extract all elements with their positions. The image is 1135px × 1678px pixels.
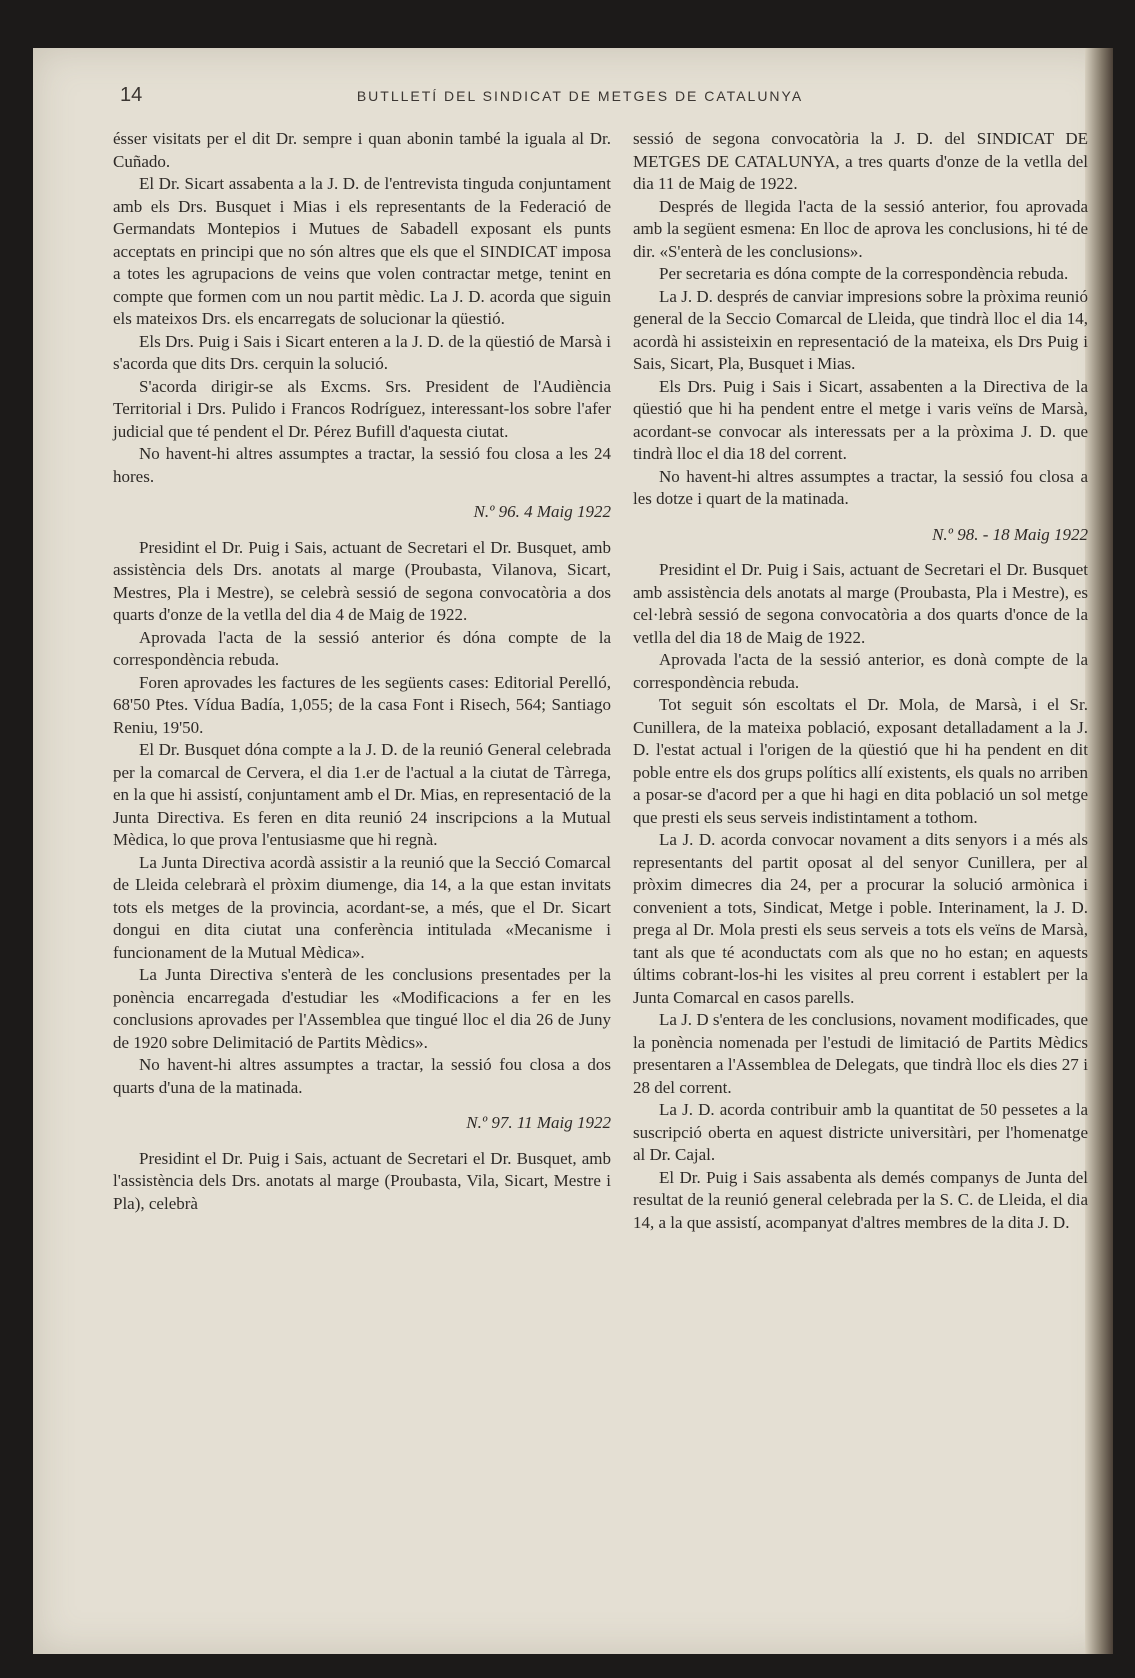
paragraph: La Junta Directiva acordà assistir a la reunió que la Secció Comarcal de Lleida celebrarà el pròxim diumenge, dia 14, a la que estan invitats tots els metges de la provincia, acordant-se, a més, que el Dr. Sicart dongui en dita ciutat una conferència intitulada «Mecanisme i funcionament de la Mutual Mèdica». [113, 852, 611, 962]
minutes-heading-96: N.º 96. 4 Maig 1922 [473, 502, 611, 521]
minutes-heading-98: N.º 98. - 18 Maig 1922 [932, 524, 1088, 544]
paragraph: La Junta Directiva s'enterà de les conclusions presentades per la ponència encarregada d'estudiar les «Modificacions a fer en les conclusions aprovades per l'Assemblea que tingué lloc el dia 26 de Juny de 1920 sobre Delimitació de Partits Mèdics». [113, 965, 611, 1052]
paragraph: La J. D. després de canviar impresions sobre la pròxima reunió general de la Seccio Comarcal de Lleida, que tindrà lloc el dia 14, acordà hi assisteixin en representació de la mateixa, els Drs Puig i Sais, Sicart, Pla, Busquet i Mias. [633, 286, 1088, 373]
paragraph: El Dr. Puig i Sais assabenta als demés companys de Junta del resultat de la reunió general celebrada per la S. C. de Lleida, el dia 14, a la que assistí, acompanyat d'altres membres de la dita J. D. [633, 1167, 1088, 1232]
minutes-heading-97: N.º 97. 11 Maig 1922 [466, 1113, 611, 1132]
left-column [113, 128, 611, 1215]
paragraph: El Dr. Busquet dóna compte a la J. D. de la reunió General celebrada per la comarcal de Cervera, el dia 1.er de l'actual a la ciutat de Tàrrega, en la que hi assistí, conjuntament amb el Dr. Mias, en representació de la Junta Directiva. Es feren en dita reunió 24 inscripcions a la Mutual Mèdica, lo que prova l'entusiasme que hi regnà. [113, 740, 611, 849]
paragraph: El Dr. Sicart assabenta a la J. D. de l'entrevista tinguda conjuntament amb els Drs. Busquet i Mias i els representants de la Federació de Germandats Montepios i Mutues de Sabadell exposant els punts acceptats en principi que no són altres que els que el SINDICAT imposa a totes les agrupacions de veins que volen contractar metge, tenint en compte que formen com un nou partit mèdic. La J. D. acorda que siguin els mateixos Drs. els encarregats de solucionar la qüestió. [113, 174, 611, 328]
paragraph: No havent-hi altres assumptes a tractar, la sessió fou closa a dos quarts d'una de la matinada. [113, 1055, 611, 1097]
paragraph: Aprovada l'acta de la sessió anterior, es donà compte de la correspondència rebuda. [633, 650, 1088, 692]
page-spine-shadow [1085, 48, 1113, 1654]
paragraph: S'acorda dirigir-se als Excms. Srs. President de l'Audiència Territorial i Drs. Pulido i Francos Rodríguez, interessant-los sobre l'afer judicial que té pendent el Dr. Pérez Bufill d'aquesta ciutat. [113, 376, 611, 441]
page-number: 14 [120, 84, 143, 106]
paragraph: Presidint el Dr. Puig i Sais, actuant de Secretari el Dr. Busquet, amb l'assistència dels Drs. anotats al marge (Proubasta, Vila, Sicart, Mestre i Pla), celebrà [113, 1148, 611, 1213]
paragraph: Els Drs. Puig i Sais i Sicart enteren a la J. D. de la qüestió de Marsà i s'acorda que dits Drs. cerquin la solució. [113, 331, 611, 373]
paragraph: ésser visitats per el dit Dr. sempre i quan abonin també la iguala al Dr. Cuñado. [113, 129, 611, 171]
running-title: BUTLLETÍ DEL SINDICAT DE METGES DE CATALUNYA [356, 88, 804, 104]
paragraph: Després de llegida l'acta de la sessió anterior, fou aprovada amb la següent esmena: En lloc de aprova les conclusions, hi té de dir. «S'enterà de les conclusions». [633, 196, 1088, 261]
page-header [120, 84, 1040, 108]
paragraph: La J. D s'entera de les conclusions, novament modificades, que la ponència nomenada per l'estudi de limitació de Partits Mèdics presentaren a l'Assemblea de Delegats, que tindrà lloc els dies 27 i 28 del corrent. [633, 1010, 1088, 1097]
paragraph: Tot seguit són escoltats el Dr. Mola, de Marsà, i el Sr. Cunillera, de la mateixa població, exposant detalladament a la J. D. l'estat actual i l'origen de la qüestió que hi ha pendent en dit poble entre els dos grups polítics allí existents, els quals no arriben a posar-se d'acord per a que hi hagi en dita població un sol metge que presti els seus serveis indistintament a tothom. [633, 695, 1088, 827]
paragraph: Els Drs. Puig i Sais i Sicart, assabenten a la Directiva de la qüestió que hi ha pendent entre el metge i varis veïns de Marsà, acordant-se convocar als interessats per a la pròxima J. D. que tindrà lloc el dia 18 del corrent. [633, 376, 1088, 463]
paragraph: No havent-hi altres assumptes a tractar, la sessió fou closa a les 24 hores. [113, 444, 611, 486]
paragraph: La J. D. acorda convocar novament a dits senyors i a més als representants del partit oposat al del senyor Cunillera, per al pròxim dimecres dia 24, per a procurar la solució armònica i convenient a tots, Sindicat, Metge i poble. Interinament, la J. D. prega al Dr. Mola presti els seus serveis a tots els veïns de Marsà, tant als que té aconductats com als que no ho estan; en aquests últims cobrant-los-hi les visites al preu corrent i establert per la Junta Comarcal en casos parells. [633, 830, 1088, 1007]
paragraph: Foren aprovades les factures de les següents cases: Editorial Perelló, 68'50 Ptes. Vídua Badía, 1,055; de la casa Font i Risech, 564; Santiago Reniu, 19'50. [113, 672, 611, 737]
paragraph: Presidint el Dr. Puig i Sais, actuant de Secretari el Dr. Busquet amb assistència dels anotats al marge (Proubasta, Pla i Mestre), es cel·lebrà sessió de segona convocatòria a dos quarts d'once de la vetlla del dia 18 de Maig de 1922. [633, 560, 1088, 647]
paragraph: Aprovada l'acta de la sessió anterior és dóna compte de la correspondència rebuda. [113, 627, 611, 669]
paragraph: No havent-hi altres assumptes a tractar, la sessió fou closa a les dotze i quart de la matinada. [633, 466, 1088, 508]
paragraph: Per secretaria es dóna compte de la correspondència rebuda. [659, 264, 1069, 283]
paragraph: La J. D. acorda contribuir amb la quantitat de 50 pessetes a la suscripció oberta en aquest districte universitàri, per l'homenatge al Dr. Cajal. [633, 1100, 1088, 1164]
paragraph: sessió de segona convocatòria la J. D. del SINDICAT DE METGES DE CATALUNYA, a tres quarts d'onze de la vetlla del dia 11 de Maig de 1922. [633, 129, 1088, 193]
right-column [633, 128, 1088, 1234]
paragraph: Presidint el Dr. Puig i Sais, actuant de Secretari el Dr. Busquet, amb assistència dels Drs. anotats al marge (Proubasta, Vilanova, Sicart, Mestres, Pla i Mestre), se celebrà sessió de segona convocatòria a dos quarts d'onze de la vetlla del dia 4 de Maig de 1922. [113, 537, 611, 624]
